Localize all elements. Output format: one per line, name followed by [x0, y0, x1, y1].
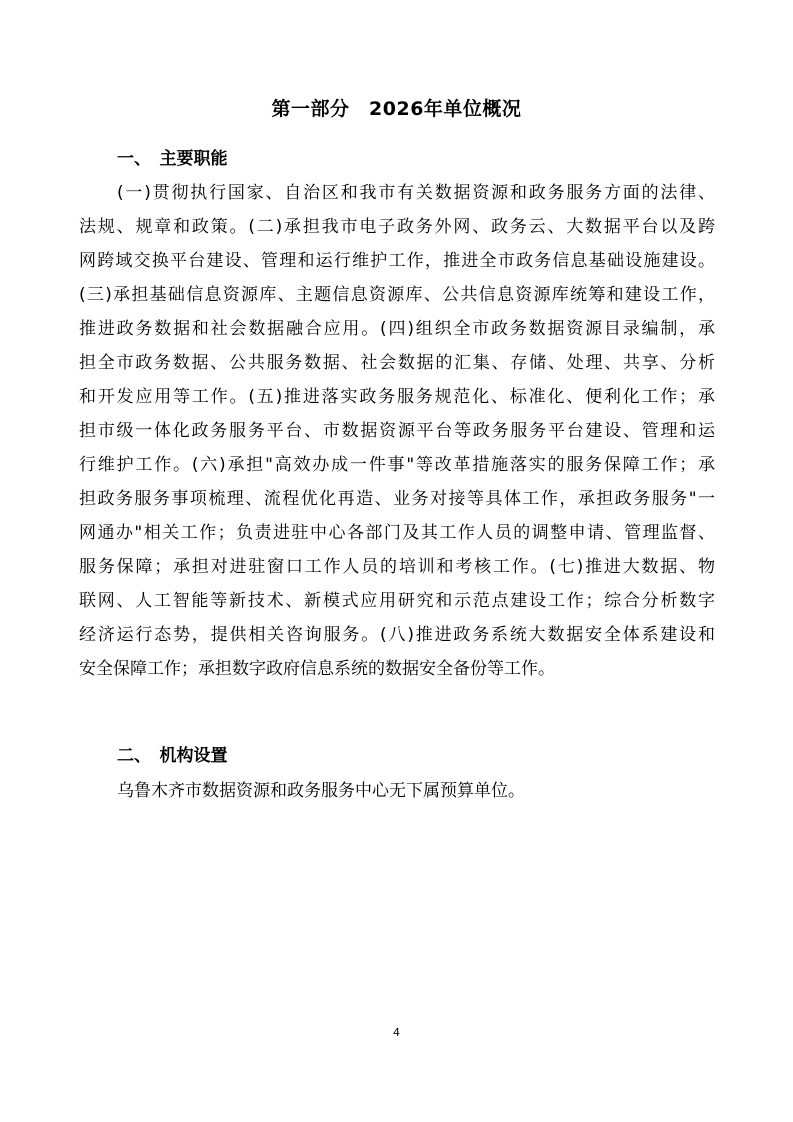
page-title: 第一部分 2026年单位概况 — [271, 98, 522, 120]
paragraph-line: 网跨域交换平台建设、管理和运行维护工作，推进全市政务信息基础设施建设。 — [79, 251, 715, 271]
paragraph-line: 联网、人工智能等新技术、新模式应用研究和示范点建设工作；综合分析数字 — [79, 591, 715, 611]
paragraph-line: 担政务服务事项梳理、流程优化再造、业务对接等具体工作，承担政务服务"一 — [79, 489, 715, 509]
paragraph-line: 网通办"相关工作；负责进驻中心各部门及其工作人员的调整申请、管理监督、 — [79, 523, 715, 543]
organization-text: 乌鲁木齐市数据资源和政务服务中心无下属预算单位。 — [117, 781, 525, 801]
paragraph-line: 行维护工作。(六)承担"高效办成一件事"等改革措施落实的服务保障工作；承 — [79, 455, 715, 475]
paragraph-line: 服务保障；承担对进驻窗口工作人员的培训和考核工作。(七)推进大数据、物 — [79, 557, 715, 577]
page-number: 4 — [393, 1026, 400, 1039]
paragraph-line: 担全市政务数据、公共服务数据、社会数据的汇集、存储、处理、共享、分析 — [79, 353, 715, 373]
section-heading-organization: 二、 机构设置 — [117, 746, 228, 766]
section-heading-main-functions: 一、 主要职能 — [117, 149, 228, 169]
paragraph-line: (一)贯彻执行国家、自治区和我市有关数据资源和政务服务方面的法律、 — [117, 183, 715, 203]
paragraph-line: 和开发应用等工作。(五)推进落实政务服务规范化、标准化、便利化工作；承 — [79, 387, 715, 407]
paragraph-line: (三)承担基础信息资源库、主题信息资源库、公共信息资源库统筹和建设工作， — [79, 285, 715, 305]
paragraph-line: 推进政务数据和社会数据融合应用。(四)组织全市政务数据资源目录编制，承 — [79, 319, 715, 339]
paragraph-line: 担市级一体化政务服务平台、市数据资源平台等政务服务平台建设、管理和运 — [79, 421, 715, 441]
paragraph-line: 经济运行态势，提供相关咨询服务。(八)推进政务系统大数据安全体系建设和 — [79, 625, 715, 645]
paragraph-line: 安全保障工作；承担数字政府信息系统的数据安全备份等工作。 — [79, 659, 555, 679]
paragraph-line: 法规、规章和政策。(二)承担我市电子政务外网、政务云、大数据平台以及跨 — [79, 217, 715, 237]
